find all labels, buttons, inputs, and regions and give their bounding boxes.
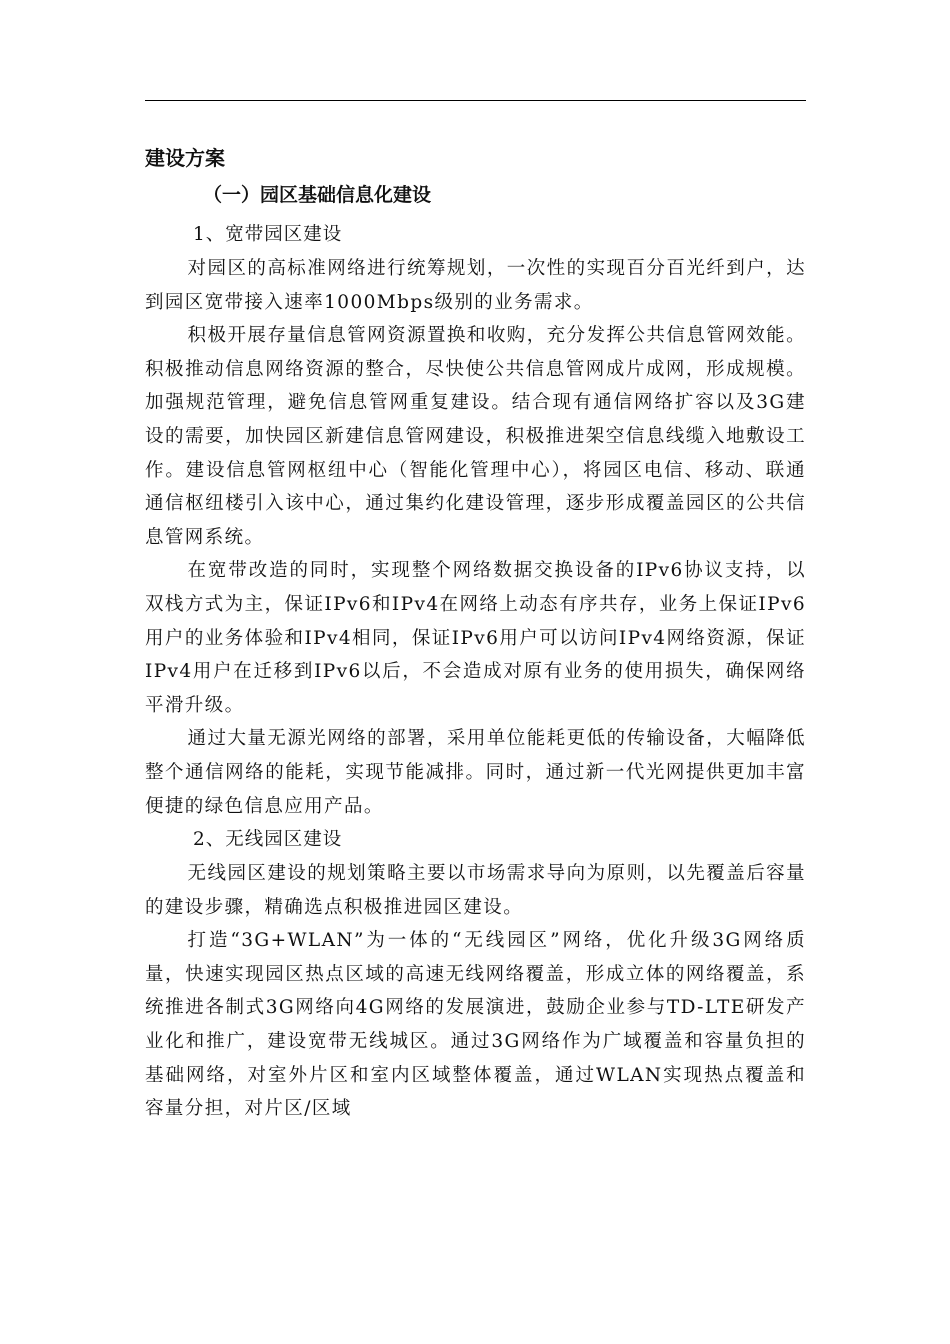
- header-rule: [145, 100, 806, 101]
- paragraph: 通过大量无源光网络的部署，采用单位能耗更低的传输设备，大幅降低整个通信网络的能耗，实现节能减排。同时，通过新一代光网提供更加丰富便捷的绿色信息应用产品。: [145, 728, 806, 817]
- paragraph: 积极开展存量信息管网资源置换和收购，充分发挥公共信息管网效能。积极推动信息网络资源的整合，尽快使公共信息管网成片成网，形成规模。加强规范管理，避免信息管网重复建设。结合现有通信网络扩容以及3G建设的需要，加快园区新建信息管网建设，积极推进架空信息线缆入地敷设工作。建设信息管网枢纽中心（智能化管理中心），将园区电信、移动、联通通信枢纽楼引入该中心，通过集约化建设管理，逐步形成覆盖园区的公共信息管网系统。: [145, 325, 806, 548]
- item-title-wireless: 2、无线园区建设: [193, 829, 343, 851]
- subsection-title: （一）园区基础信息化建设: [203, 184, 432, 206]
- section-title: 建设方案: [145, 146, 225, 170]
- paragraph: 无线园区建设的规划策略主要以市场需求导向为原则，以先覆盖后容量的建设步骤，精确选点积极推进园区建设。: [145, 863, 806, 918]
- paragraph: 打造“3G+WLAN”为一体的“无线园区”网络，优化升级3G网络质量，快速实现园区热点区域的高速无线网络覆盖，形成立体的网络覆盖，系统推进各制式3G网络向4G网络的发展演进，鼓励企业参与TD-LTE研发产业化和推广，建设宽带无线城区。通过3G网络作为广域覆盖和容量负担的基础网络，对室外片区和室内区域整体覆盖，通过WLAN实现热点覆盖和容量分担，对片区/区域: [145, 930, 806, 1120]
- paragraph: 在宽带改造的同时，实现整个网络数据交换设备的IPv6协议支持，以双栈方式为主，保证IPv6和IPv4在网络上动态有序共存，业务上保证IPv6用户的业务体验和IPv4相同，保证IPv6用户可以访问IPv4网络资源，保证IPv4用户在迁移到IPv6以后，不会造成对原有业务的使用损失，确保网络平滑升级。: [145, 560, 806, 716]
- item-title-broadband: 1、宽带园区建设: [193, 224, 343, 245]
- document-body: [145, 143, 806, 1126]
- paragraph: 对园区的高标准网络进行统筹规划，一次性的实现百分百光纤到户，达到园区宽带接入速率1000Mbps级别的业务需求。: [145, 258, 806, 313]
